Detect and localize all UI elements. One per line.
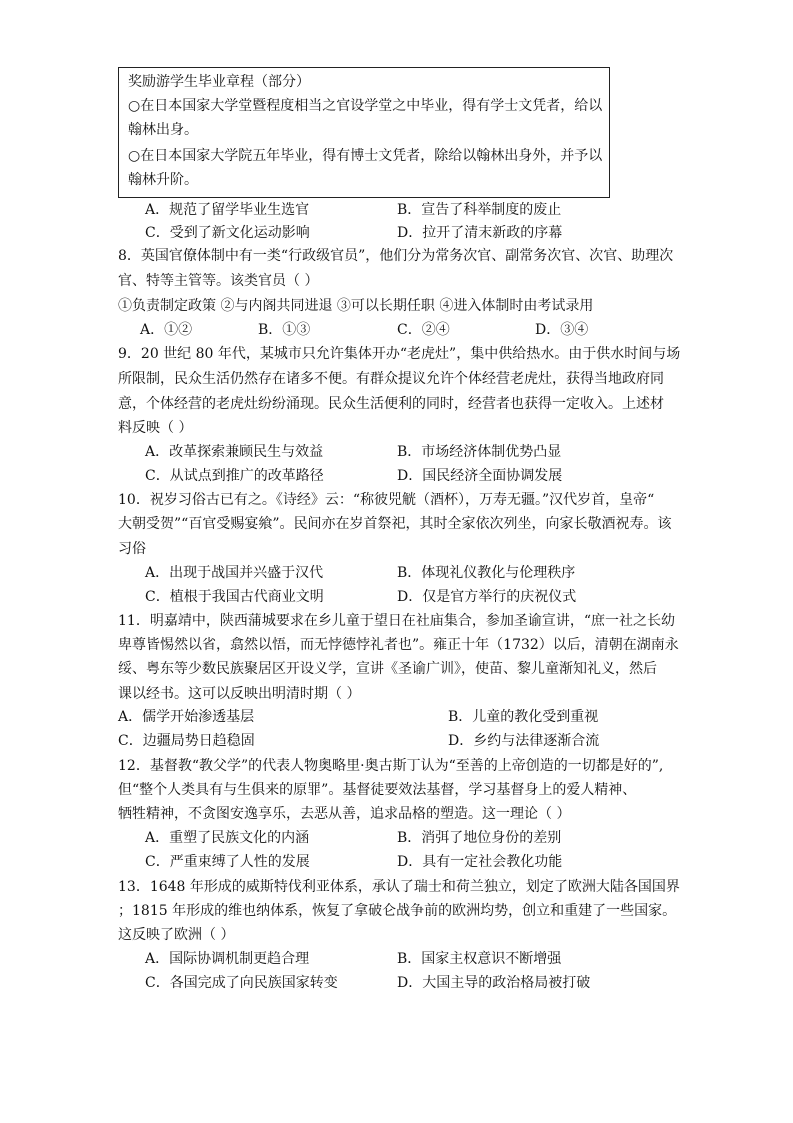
q13-stem: ；1815 年形成的维也纳体系，恢复了拿破仑战争前的欧洲均势，创立和重建了一些国家。 [118, 903, 677, 919]
q12-option-c: C．严重束缚了人性的发展 [145, 854, 310, 870]
q13-stem: 这反映了欧洲（ ） [118, 927, 235, 943]
q10-option-d: D．仅是官方举行的庆祝仪式 [397, 589, 577, 605]
q11-stem: 11．明嘉靖中，陕西蒲城要求在乡儿童于望日在社庙集合，参加圣谕宣讲，“庶一社之长幼 [118, 613, 675, 629]
material-line: ○在日本国家大学院五年毕业，得有博士文凭者，除给以翰林出身外，并予以 [128, 148, 603, 164]
q11-option-d: D．乡约与法律逐渐合流 [448, 733, 600, 749]
q7-option-b: B．宣告了科举制度的废止 [397, 202, 562, 218]
q11-option-a: A．儒学开始渗透基层 [118, 709, 255, 725]
q10-option-b: B．体现礼仪教化与伦理秩序 [397, 565, 576, 581]
q12-option-a: A．重塑了民族文化的内涵 [145, 830, 310, 846]
q8-stem: 官、特等主管等。该类官员（ ） [118, 273, 319, 289]
q12-stem: 12．基督教“教父学”的代表人物奥略里·奥古斯丁认为“至善的上帝创造的一切都是好的”, [118, 758, 664, 774]
material-line: 翰林升阶。 [128, 172, 198, 188]
q9-option-a: A．改革探索兼顾民生与效益 [145, 444, 324, 460]
q7-option-d: D．拉开了清末新政的序幕 [397, 225, 563, 241]
q9-option-b: B．市场经济体制优势凸显 [397, 444, 562, 460]
q8-option-c: C．②④ [397, 322, 450, 338]
q8-items: ①负责制定政策 ②与内阁共同进退 ③可以长期任职 ④进入体制时由考试录用 [118, 298, 594, 314]
q11-option-c: C．边疆局势日趋稳固 [118, 733, 255, 749]
q13-option-b: B．国家主权意识不断增强 [397, 951, 562, 967]
q9-stem: 所限制，民众生活仍然存在诸多不便。有群众提议允许个体经营老虎灶，获得当地政府同 [118, 371, 664, 387]
q8-option-a: A．①② [140, 322, 193, 338]
q13-option-a: A．国际协调机制更趋合理 [145, 951, 310, 967]
material-line: ○在日本国家大学堂暨程度相当之官设学堂之中毕业，得有学士文凭者，给以 [128, 98, 603, 114]
q8-option-d: D．③④ [535, 322, 589, 338]
q7-option-c: C．受到了新文化运动影响 [145, 225, 310, 241]
q12-option-b: B．消弭了地位身份的差别 [397, 830, 562, 846]
q9-option-d: D．国民经济全面协调发展 [397, 468, 563, 484]
q11-stem: 课以经书。这可以反映出明清时期（ ） [118, 686, 361, 702]
q12-stem: 但“整个人类具有与生俱来的原罪”。基督徒要效法基督，学习基督身上的爱人精神、 [118, 782, 637, 798]
q11-stem: 绥、粤东等少数民族聚居区开设义学，宣讲《圣谕广训》，使苗、黎儿童渐知礼义，然后 [118, 661, 657, 677]
q10-stem: 大朝受贺”“百官受赐宴飨”。民间亦在岁首祭祀，其时全家依次列坐，向家长敬酒祝寿。该 [118, 516, 672, 532]
q8-stem: 8．英国官僚体制中有一类“行政级官员”，他们分为常务次官、副常务次官、次官、助理次 [118, 248, 674, 264]
q8-option-b: B．①③ [258, 322, 311, 338]
material-title: 奖励游学生毕业章程（部分） [128, 74, 310, 90]
q10-stem: 10．祝岁习俗古已有之。《诗经》云：“称彼兕觥（酒杯），万寿无疆。”汉代岁首，皇帝“ [118, 492, 655, 508]
q13-option-d: D．大国主导的政治格局被打破 [397, 975, 591, 991]
q10-stem: 习俗 [118, 541, 146, 557]
q7-option-a: A．规范了留学毕业生选官 [145, 202, 310, 218]
q10-option-a: A．出现于战国并兴盛于汉代 [145, 565, 324, 581]
q12-stem: 牺牲精神，不贪图安逸享乐，去恶从善，追求品格的塑造。这一理论（ ） [118, 806, 571, 822]
q9-stem: 意，个体经营的老虎灶纷纷涌现。民众生活便利的同时，经营者也获得一定收入。上述材 [118, 396, 664, 412]
q12-option-d: D．具有一定社会教化功能 [397, 854, 563, 870]
q9-option-c: C．从试点到推广的改革路径 [145, 468, 324, 484]
q9-stem: 9．20 世纪 80 年代，某城市只允许集体开办“老虎灶”，集中供给热水。由于供水时间与场 [118, 346, 681, 362]
q13-option-c: C．各国完成了向民族国家转变 [145, 975, 338, 991]
q11-stem: 卑尊皆惕然以省，翕然以悟，而无悖德悖礼者也”。雍正十年（1732）以后，清朝在湖南永 [118, 637, 679, 653]
q10-option-c: C．植根于我国古代商业文明 [145, 589, 324, 605]
q9-stem: 料反映（ ） [118, 420, 193, 436]
q13-stem: 13．1648 年形成的威斯特伐利亚体系，承认了瑞士和荷兰独立，划定了欧洲大陆各国国界 [118, 879, 680, 895]
q11-option-b: B．儿童的教化受到重视 [448, 709, 599, 725]
material-line: 翰林出身。 [128, 122, 198, 138]
